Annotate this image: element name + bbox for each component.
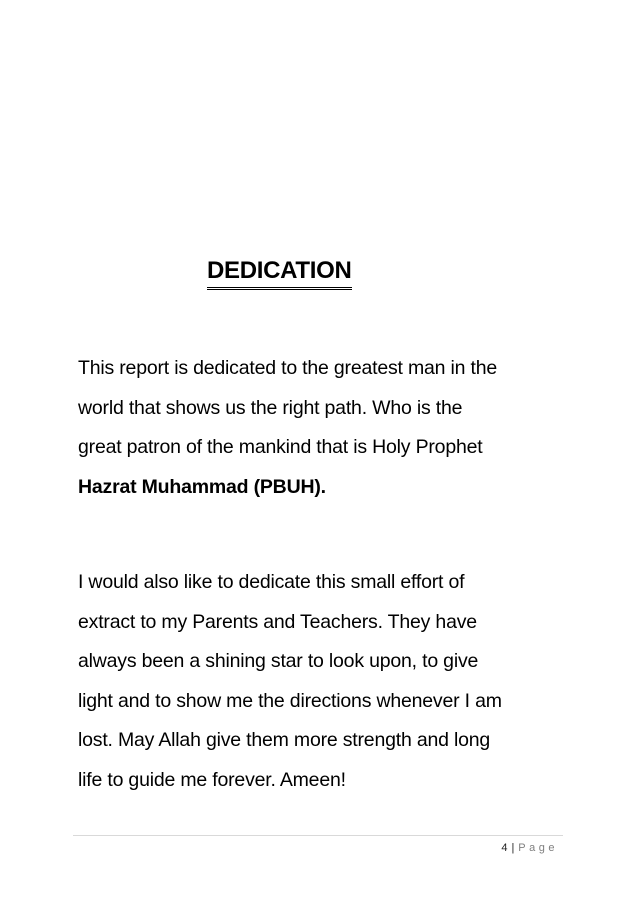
paragraph-2-line-5: lost. May Allah give them more strength and long — [78, 729, 491, 751]
dedication-heading: DEDICATION — [207, 256, 352, 290]
page-footer — [501, 841, 558, 855]
paragraph-1-line-2: world that shows us the right path. Who is the — [78, 396, 463, 419]
page-number: 4 — [501, 842, 508, 854]
paragraph-2-line-1: I would also like to dedicate this small effort of — [78, 571, 465, 593]
page-label: Page — [518, 842, 558, 854]
paragraph-1-line-3: great patron of the mankind that is Holy Prophet — [78, 436, 483, 458]
footer-divider — [73, 835, 563, 836]
page-title — [207, 256, 352, 290]
dedication-paragraph-1 — [78, 349, 578, 507]
paragraph-2-line-6: life to guide me forever. Ameen! — [78, 768, 346, 791]
paragraph-2-line-4: light and to show me the directions whenever I am — [78, 689, 502, 712]
prophet-name: Hazrat Muhammad (PBUH). — [78, 475, 326, 498]
footer-separator: | — [511, 842, 515, 854]
paragraph-2-line-3: always been a shining star to look upon, to give — [78, 650, 479, 672]
paragraph-1-line-1: This report is dedicated to the greatest man in the — [78, 357, 498, 379]
paragraph-2-line-2: extract to my Parents and Teachers. They have — [78, 610, 477, 633]
dedication-paragraph-2 — [78, 563, 578, 800]
